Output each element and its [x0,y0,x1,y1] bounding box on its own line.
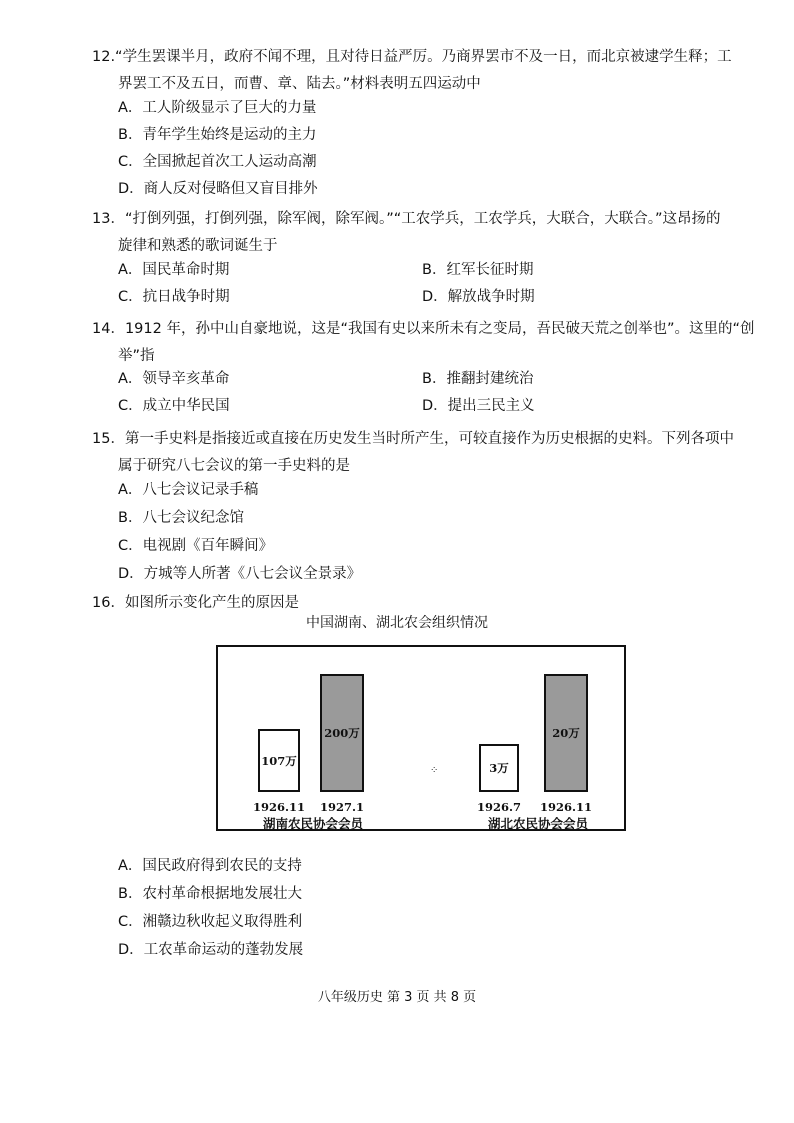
bar-hubei-1926-7 [479,744,519,792]
q14-option-b[interactable]: B．推翻封建统治 [422,371,534,387]
question-16-stem: 16．如图所示变化产生的原因是 [92,595,299,611]
q16-option-d[interactable]: D．工农革命运动的蓬勃发展 [118,942,304,958]
question-14-stem-line1: 14．1912 年，孙中山自豪地说，这是“我国有史以来所未有之变局，吾民破天荒之创举也”。这里的“创 [92,321,755,337]
q15-option-b[interactable]: B．八七会议纪念馆 [118,510,244,526]
q13-option-c[interactable]: C．抗日战争时期 [118,289,230,305]
question-14-stem-line2: 举”指 [118,348,155,364]
q13-option-b[interactable]: B．红军长征时期 [422,262,534,278]
q14-option-d[interactable]: D．提出三民主义 [422,398,535,414]
q13-option-d[interactable]: D．解放战争时期 [422,289,535,305]
group-label-hunan: 湖南农民协会会员 [262,816,363,831]
q16-option-c[interactable]: C．湘赣边秋收起义取得胜利 [118,914,303,930]
q15-option-d[interactable]: D．方城等人所著《八七会议全景录》 [118,566,362,582]
bar-hubei-1926-11 [544,674,588,792]
question-15-stem-line2: 属于研究八七会议的第一手史料的是 [118,458,350,474]
q12-option-b[interactable]: B．青年学生始终是运动的主力 [118,127,317,143]
question-12 [92,44,742,98]
bar-label-hunan-1927-1: 200万 [324,726,360,740]
x-label-hubei-1926-11: 1926.11 [539,800,592,814]
bar-label-hubei-1926-7: 3万 [489,761,509,776]
q15-option-a[interactable]: A．八七会议记录手稿 [118,482,259,498]
q16-option-b[interactable]: B．农村革命根据地发展壮大 [118,886,302,902]
q14-option-a[interactable]: A．领导辛亥革命 [118,371,230,387]
bar-hunan-1927-1 [320,674,364,792]
farmers-association-bar-chart [216,645,626,831]
x-label-hunan-1927-1: 1927.1 [319,800,364,814]
x-label-hubei-1926-7: 1926.7 [476,800,521,814]
group-label-hubei: 湖北农民协会会员 [487,816,588,831]
q15-option-c[interactable]: C．电视剧《百年瞬间》 [118,538,274,554]
q12-option-c[interactable]: C．全国掀起首次工人运动高潮 [118,154,317,170]
question-15 [92,426,742,480]
chart-title: 中国湖南、湖北农会组织情况 [306,615,488,631]
q12-option-a[interactable]: A．工人阶级显示了巨大的力量 [118,100,317,116]
question-12-stem-line1: 12.“学生罢课半月，政府不闻不理，且对待日益严厉。乃商界罢市不及一日，而北京被逮学生释；工 [92,49,732,65]
question-13-stem-line1: 13．“打倒列强，打倒列强，除军阀，除军阀。”“工农学兵，工农学兵，大联合，大联合。”这昂扬的 [92,211,721,227]
question-14 [92,316,755,370]
question-15-stem-line1: 15．第一手史料是指接近或直接在历史发生当时所产生，可较直接作为历史根据的史料。下列各项中 [92,431,734,447]
q12-option-d[interactable]: D．商人反对侵略但又盲目排外 [118,181,318,197]
bar-hunan-1926-11 [258,729,300,792]
page-footer: 八年级历史 第 3 页 共 8 页 [317,990,477,1005]
scan-speckle: ⁘ [430,765,439,776]
question-13 [92,206,742,260]
question-13-stem-line2: 旋律和熟悉的歌词诞生于 [118,238,278,254]
bar-label-hunan-1926-11: 107万 [261,753,297,768]
x-label-hunan-1926-11: 1926.11 [252,800,305,814]
question-12-stem-line2: 界罢工不及五日，而曹、章、陆去。”材料表明五四运动中 [118,76,481,92]
bar-label-hubei-1926-11: 20万 [552,726,580,740]
q14-option-c[interactable]: C．成立中华民国 [118,398,230,414]
q16-option-a[interactable]: A．国民政府得到农民的支持 [118,858,302,874]
q13-option-a[interactable]: A．国民革命时期 [118,262,230,278]
